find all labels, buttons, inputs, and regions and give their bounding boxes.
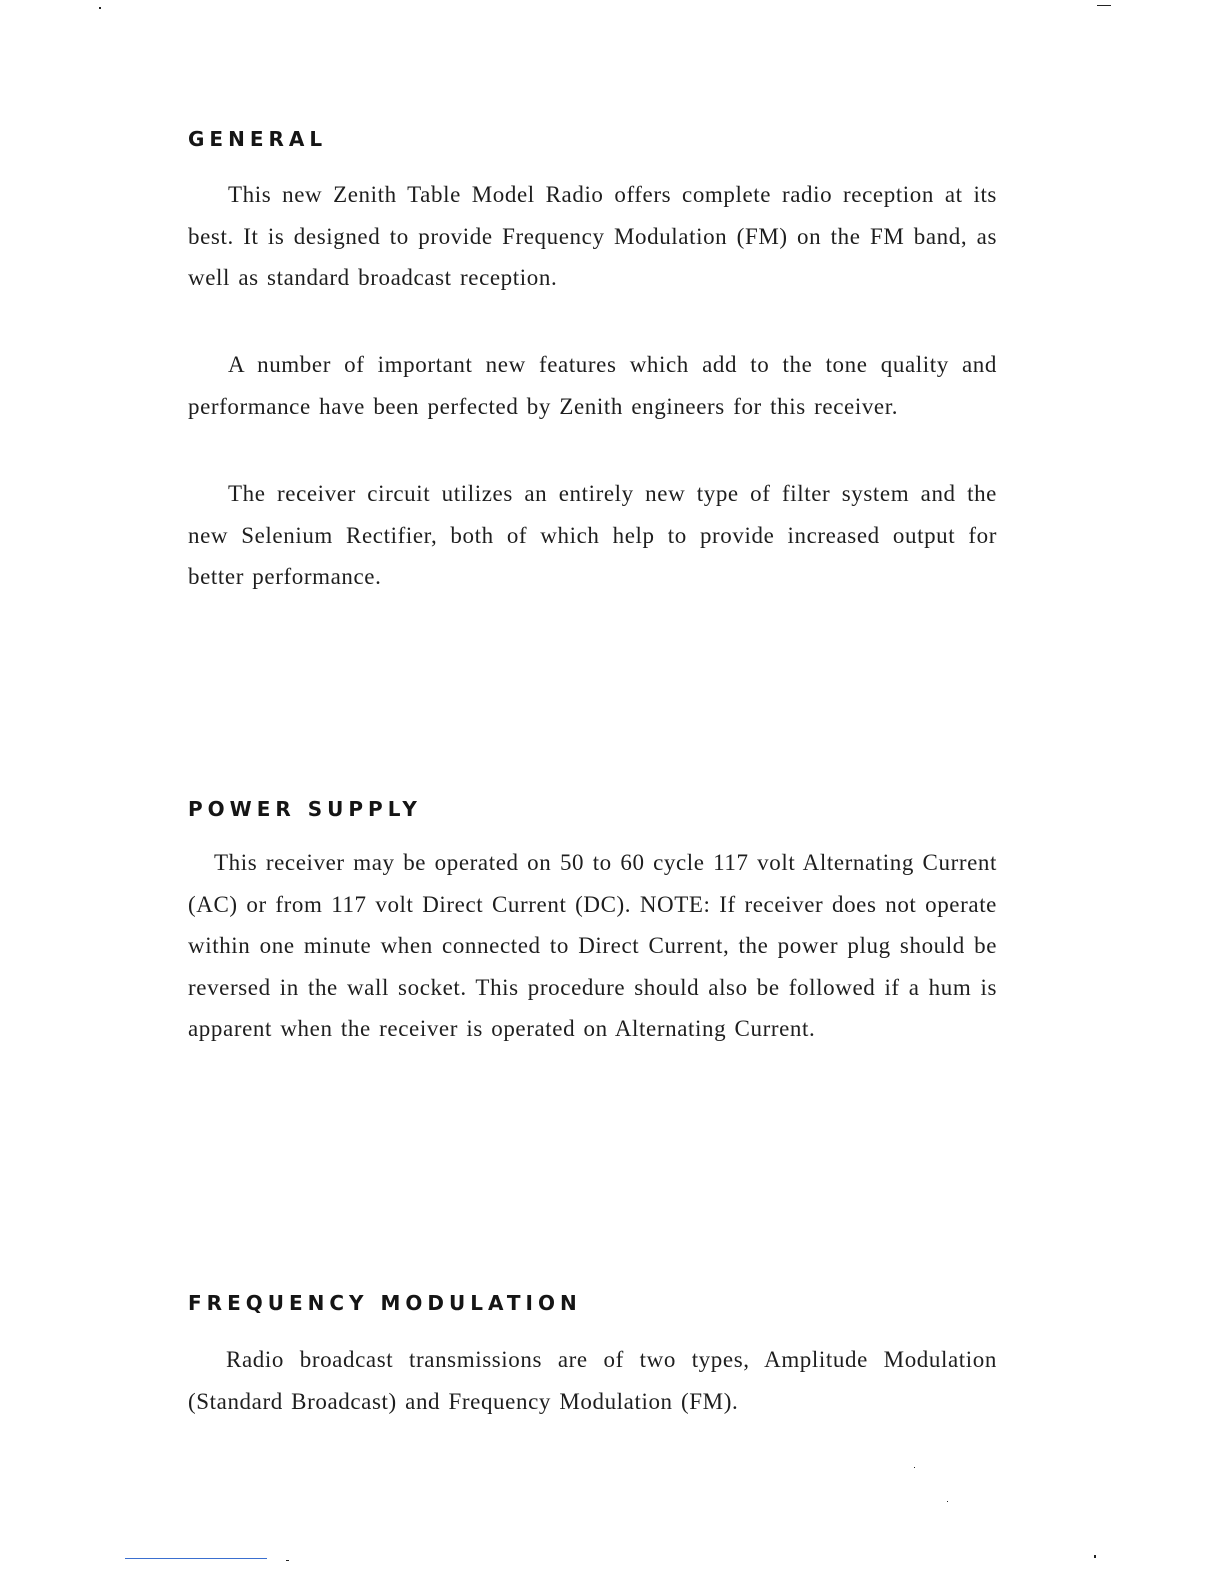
scan-speck (947, 1501, 948, 1502)
scan-mark-top-right (1097, 5, 1111, 6)
scan-speck (1094, 1555, 1096, 1558)
scan-mark-top-left (99, 7, 101, 9)
scan-speck (914, 1467, 915, 1468)
general-paragraph-2: A number of important new features which add to the tone quality and performance have been perfected by Zenith engineers for this receiver. (188, 352, 997, 419)
heading-frequency-modulation: FREQUENCY MODULATION (188, 1291, 582, 1315)
general-paragraph-3: The receiver circuit utilizes an entirely new type of filter system and the new Selenium Rectifier, both of which help to provide increased output for better performance. (188, 481, 997, 589)
power-supply-paragraph-1: This receiver may be operated on 50 to 60 cycle 117 volt Alternating Current (AC) or from 117 volt Direct Current (DC). NOTE: If receiver does not operate within one minute when connected to Direct Current, the power plug should be reversed in the wall socket. This procedure should also be followed if a hum is apparent when the receiver is operated on Alternating Current. (188, 850, 997, 1041)
frequency-modulation-paragraph-1: Radio broadcast transmissions are of two types, Amplitude Modulation (Standard Broadcast) and Frequency Modulation (FM). (188, 1347, 997, 1414)
general-paragraph-1: This new Zenith Table Model Radio offers complete radio reception at its best. It is designed to provide Frequency Modulation (FM) on the FM band, as well as standard broadcast reception. (188, 182, 997, 290)
heading-power-supply: POWER SUPPLY (188, 797, 422, 821)
bottom-rule (125, 1558, 267, 1559)
heading-general: GENERAL (188, 127, 328, 151)
scan-speck (286, 1560, 289, 1561)
